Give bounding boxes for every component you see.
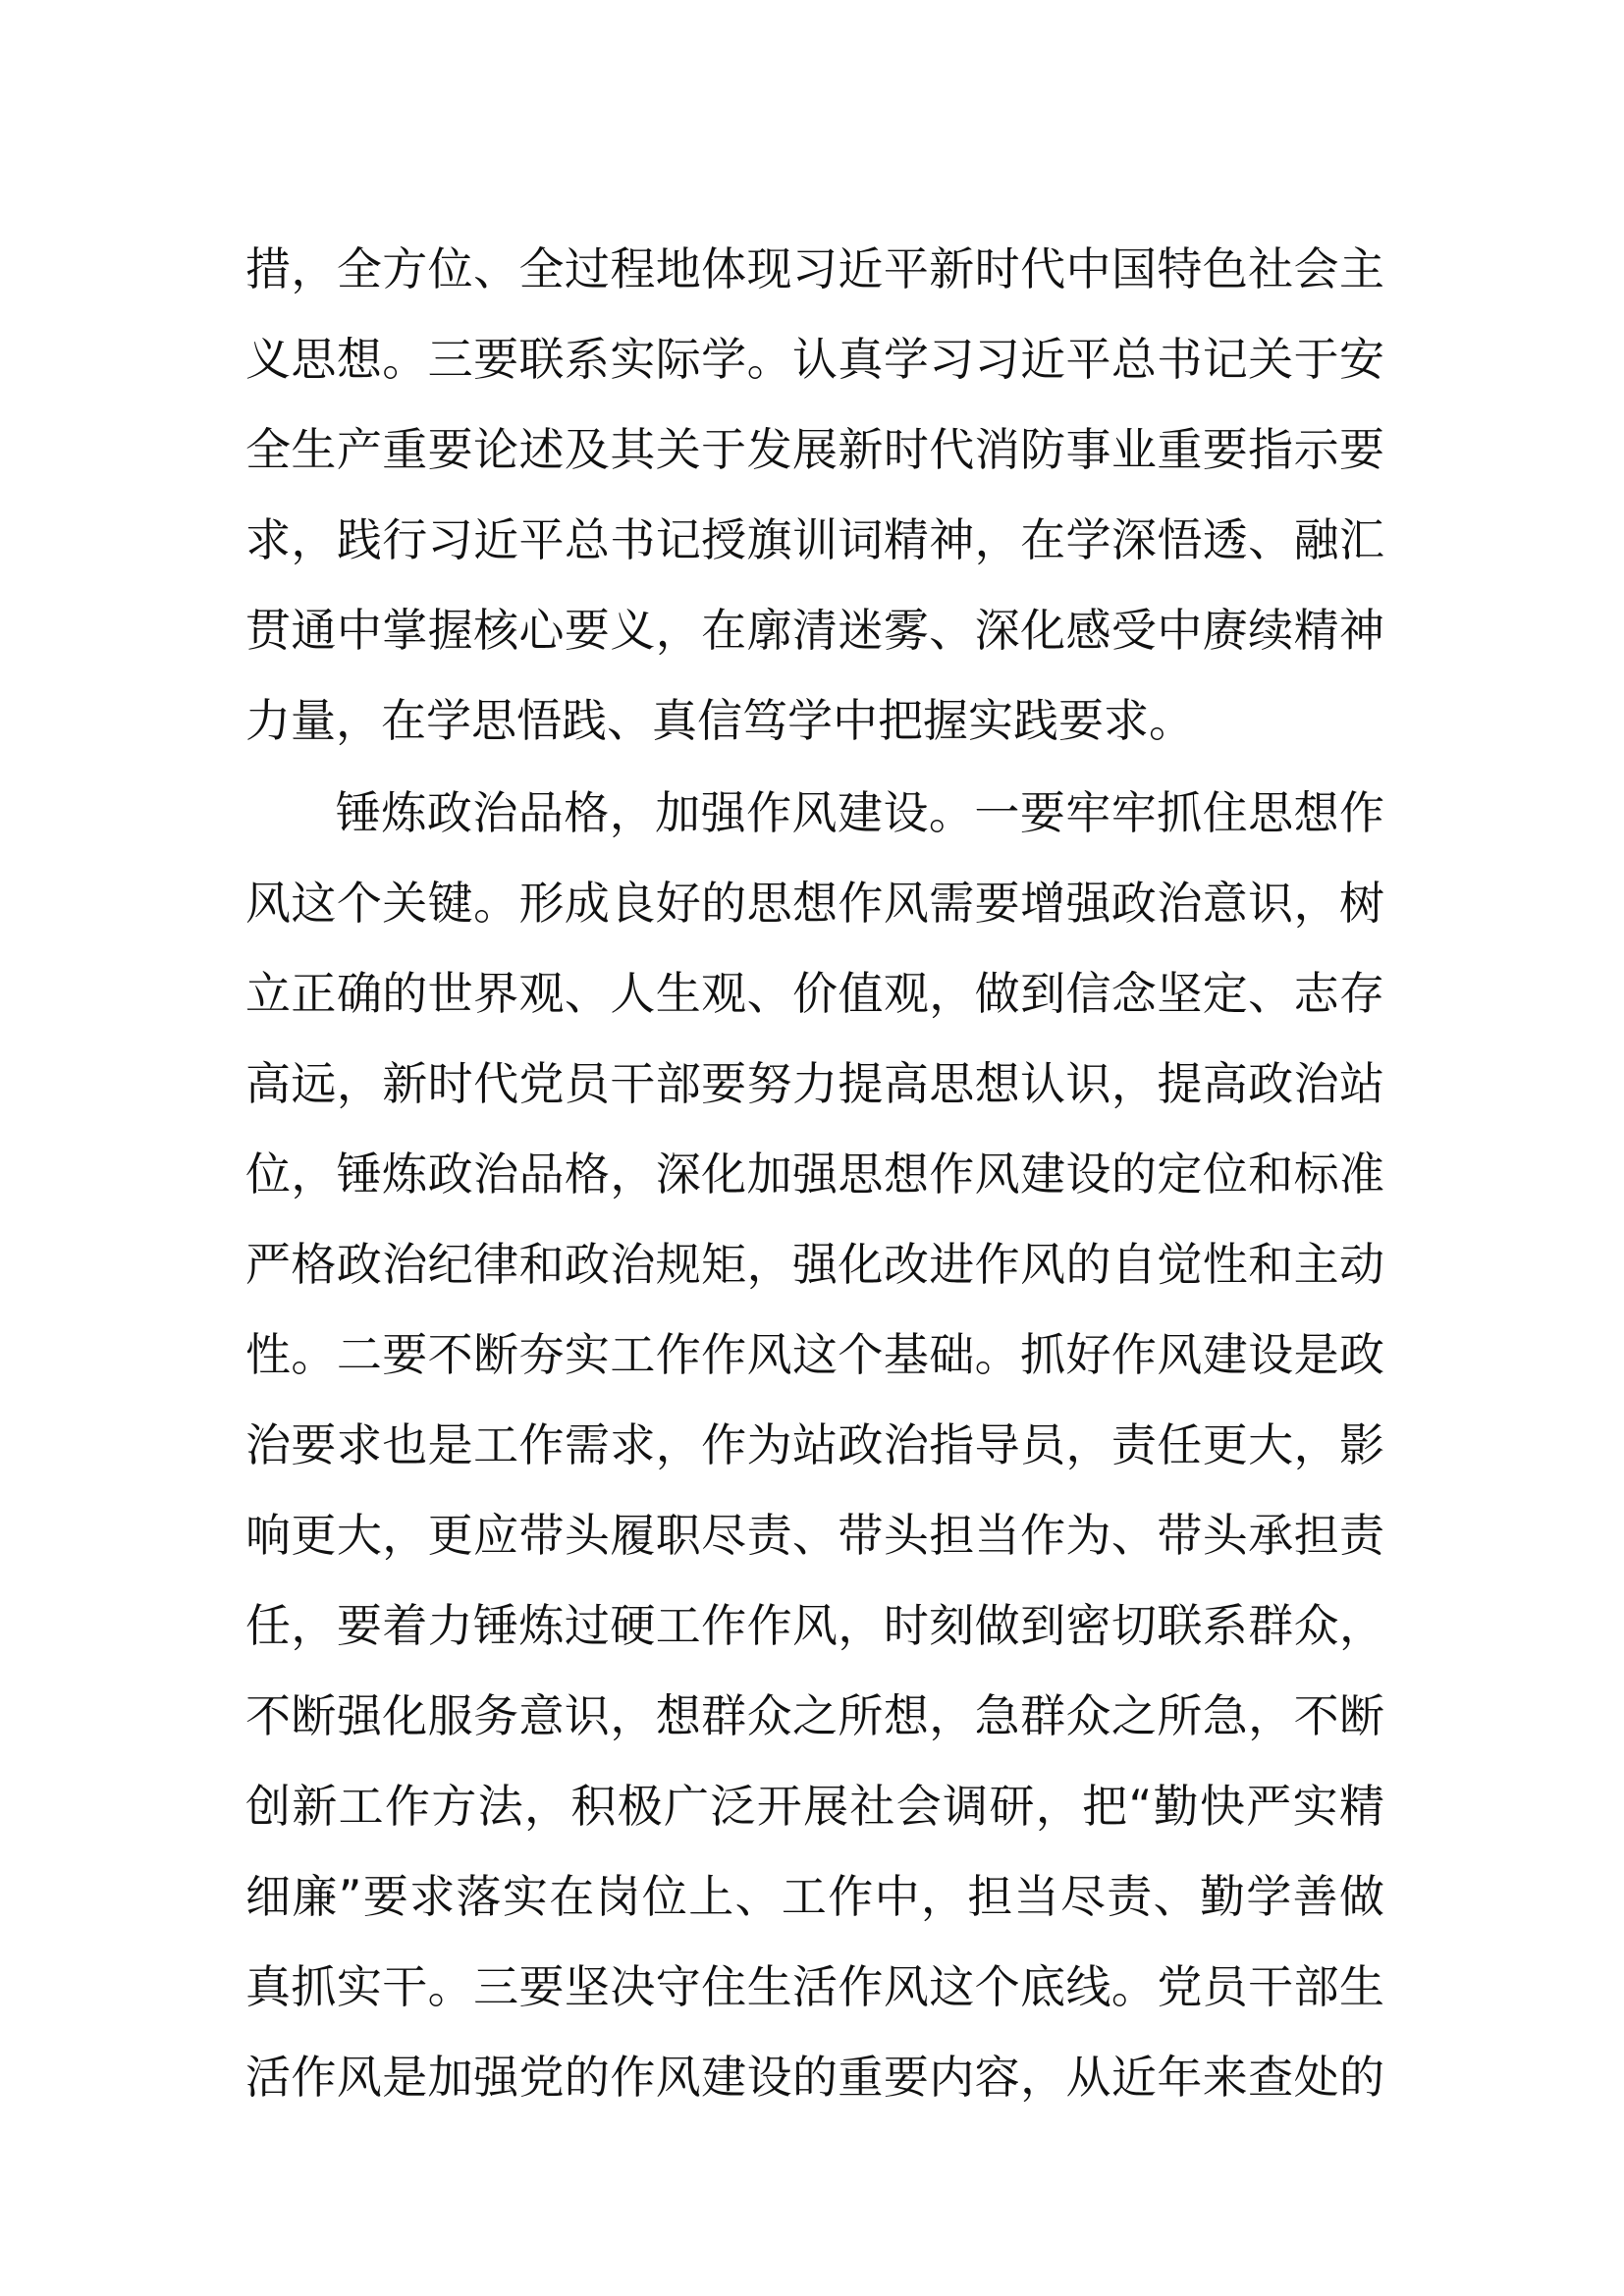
text-line: 创新工作方法，积极广泛开展社会调研，把“勤快严实精 xyxy=(245,1780,1384,1833)
text-line: 活作风是加强党的作风建设的重要内容，从近年来查处的 xyxy=(245,2051,1384,2104)
text-line: 细廉”要求落实在岗位上、工作中，担当尽责、勤学善做 xyxy=(245,1870,1384,1923)
text-line: 力量，在学思悟践、真信笃学中把握实践要求。 xyxy=(245,694,1194,747)
text-line: 求，践行习近平总书记授旗训词精神，在学深悟透、融汇 xyxy=(245,513,1384,566)
paragraph-2 xyxy=(245,768,1384,2122)
text-line: 严格政治纪律和政治规矩，强化改进作风的自觉性和主动 xyxy=(245,1238,1384,1291)
text-line: 贯通中掌握核心要义，在廓清迷雾、深化感受中赓续精神 xyxy=(245,604,1384,657)
text-line: 高远，新时代党员干部要努力提高思想认识，提高政治站 xyxy=(245,1057,1384,1110)
text-line: 真抓实干。三要坚决守住生活作风这个底线。党员干部生 xyxy=(245,1960,1384,2013)
text-line: 风这个关键。形成良好的思想作风需要增强政治意识，树 xyxy=(245,877,1384,930)
text-line: 全生产重要论述及其关于发展新时代消防事业重要指示要 xyxy=(245,423,1384,476)
text-line: 措，全方位、全过程地体现习近平新时代中国特色社会主 xyxy=(245,242,1384,295)
document-page xyxy=(245,224,1384,2122)
text-line: 义思想。三要联系实际学。认真学习习近平总书记关于安 xyxy=(245,333,1384,386)
text-line: 响更大，更应带头履职尽责、带头担当作为、带头承担责 xyxy=(245,1509,1384,1562)
paragraph-1 xyxy=(245,224,1384,766)
text-line: 锤炼政治品格，加强作风建设。一要牢牢抓住思想作 xyxy=(336,786,1384,839)
text-line: 性。二要不断夯实工作作风这个基础。抓好作风建设是政 xyxy=(245,1328,1384,1381)
text-line: 位，锤炼政治品格，深化加强思想作风建设的定位和标准 xyxy=(245,1148,1384,1201)
text-line: 治要求也是工作需求，作为站政治指导员，责任更大，影 xyxy=(245,1418,1384,1471)
text-line: 任，要着力锤炼过硬工作作风，时刻做到密切联系群众， xyxy=(245,1599,1384,1652)
text-line: 不断强化服务意识，想群众之所想，急群众之所急，不断 xyxy=(245,1689,1384,1742)
text-line: 立正确的世界观、人生观、价值观，做到信念坚定、志存 xyxy=(245,967,1384,1020)
